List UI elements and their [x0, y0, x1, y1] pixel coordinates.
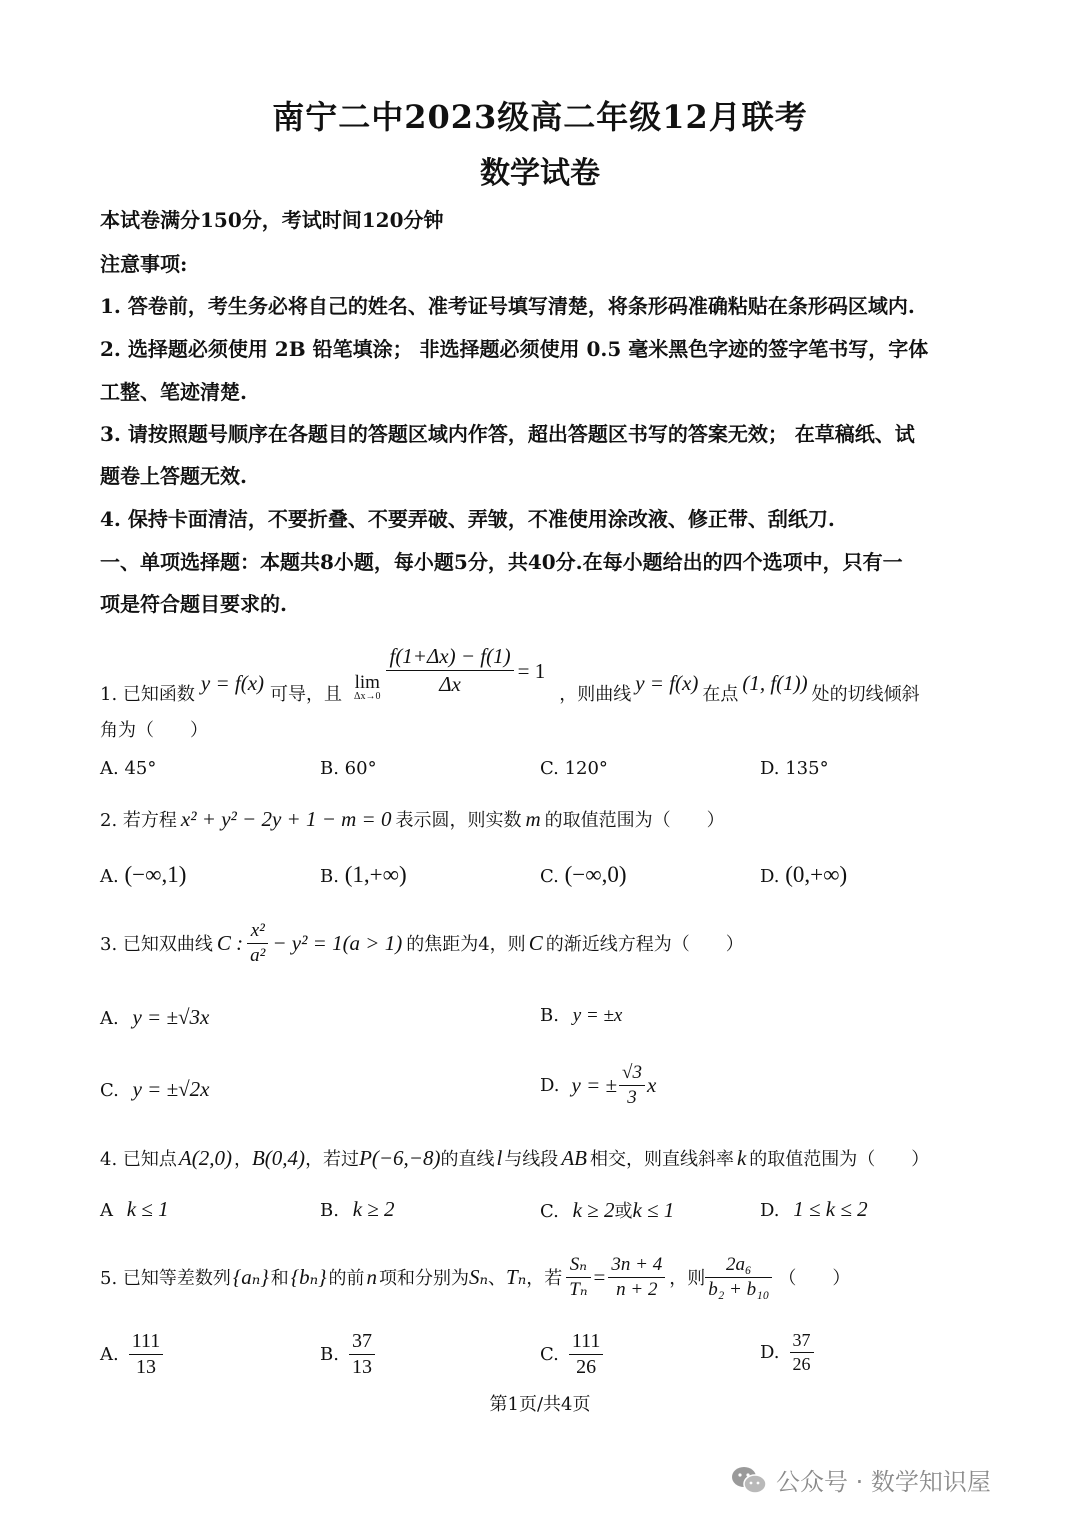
q1-lim-sub: Δx→0: [354, 690, 381, 702]
q5-suffix: （ ）: [778, 1268, 851, 1290]
q3-den: a²: [250, 944, 266, 966]
q1-lim-den: Δx: [439, 671, 461, 696]
q3-option-d: [540, 1062, 656, 1109]
q3-d-den: 3: [627, 1086, 637, 1108]
q1-option-d: D. 135°: [760, 758, 829, 779]
q4-b-label: B.: [320, 1200, 339, 1221]
q5-and: 和: [270, 1268, 289, 1290]
section-heading-cont: 项是符合题目要求的.: [100, 592, 287, 616]
question-5: [100, 1254, 850, 1301]
q4-mid3: 与线段: [504, 1149, 559, 1170]
q4-d-label: D.: [760, 1200, 780, 1221]
q4-a-label: A: [100, 1200, 113, 1221]
note-3-cont: 题卷上答题无效.: [100, 464, 247, 488]
q2-b-value: (1,+∞): [344, 862, 407, 887]
q5-bn: {bₙ}: [290, 1264, 327, 1289]
q1-lim-eq: = 1: [517, 658, 546, 683]
q5-c-label: C.: [540, 1344, 559, 1365]
q3-option-a: [100, 1005, 209, 1030]
q2-c-label: C.: [540, 866, 559, 887]
q2-c-value: (−∞,0): [564, 862, 627, 887]
q5-an: {aₙ}: [232, 1264, 269, 1289]
q5-f2-den: n + 2: [616, 1278, 658, 1300]
q2-var: m: [525, 807, 541, 831]
question-2: [100, 806, 725, 832]
q3-var: C: [528, 930, 543, 955]
q3-d-tail: x: [646, 1072, 657, 1097]
q3-c-value: y = ±√2x: [132, 1077, 210, 1101]
q3-fraction: [247, 920, 268, 967]
q5-a-num: 111: [129, 1330, 164, 1355]
page-subtitle: 数学试卷: [480, 156, 600, 191]
q1-option-a: A. 45°: [100, 758, 157, 779]
q1-limit-fraction: [386, 644, 513, 695]
q3-d-num: √3: [619, 1062, 645, 1086]
q4-option-b: [320, 1197, 395, 1222]
q3-d-label: D.: [540, 1074, 560, 1096]
q3-rest: − y² = 1(a > 1): [272, 930, 403, 955]
q3-d-value: y = ±: [571, 1072, 618, 1097]
q4-option-c: [540, 1197, 674, 1223]
q4-b-value: k ≥ 2: [352, 1197, 395, 1221]
q5-mid4: ，则: [669, 1268, 706, 1290]
q4-c-value: k ≥ 2: [572, 1198, 615, 1222]
notice-title: 注意事项:: [100, 252, 188, 276]
note-3: 3. 请按照题号顺序在各题目的答题区域内作答，超出答题区书写的答案无效； 在草稿纸、试: [100, 422, 915, 446]
q2-option-b: [320, 862, 407, 888]
q5-b-label: B.: [320, 1344, 339, 1365]
q5-f1-num: Sₙ: [566, 1254, 590, 1278]
q3-option-c: [100, 1077, 209, 1102]
q5-option-d: [760, 1330, 814, 1374]
q5-prefix: 5. 已知等差数列: [100, 1268, 231, 1290]
q1-curve: y = f(x): [635, 670, 699, 695]
q2-a-label: A.: [100, 866, 119, 887]
q4-c-or: 或: [614, 1201, 633, 1222]
q2-d-label: D.: [760, 866, 780, 887]
section-heading: 一、单项选择题：本题共8小题，每小题5分，共40分.在每小题给出的四个选项中，只有一: [100, 550, 903, 574]
q4-sep: ，: [233, 1149, 252, 1170]
q5-s: Sₙ: [469, 1264, 489, 1289]
q1-suffix: 处的切线倾斜: [811, 684, 920, 705]
q3-d-fraction: [619, 1062, 645, 1109]
q5-b-den: 13: [351, 1356, 372, 1378]
q1-option-c: C. 120°: [540, 758, 608, 779]
q3-b-label: B.: [540, 1005, 559, 1026]
q5-a-den: 13: [135, 1356, 156, 1378]
q4-k: k: [736, 1146, 747, 1170]
note-4: 4. 保持卡面清洁，不要折叠、不要弄破、弄皱，不准使用涂改液、修正带、刮纸刀.: [100, 507, 835, 531]
q1-point: (1, f(1)): [742, 670, 808, 695]
q1-mid3: 在点: [702, 684, 739, 705]
q1-mid2: ，则曲线: [559, 684, 632, 705]
q4-c-label: C.: [540, 1201, 559, 1222]
q5-a-fraction: [129, 1330, 164, 1379]
q5-d-num: 37: [790, 1330, 814, 1353]
q1-prefix: 1. 已知函数: [100, 684, 195, 705]
q2-option-c: [540, 862, 627, 888]
q4-option-d: [760, 1197, 868, 1222]
q3-suffix: 的渐近线方程为（ ）: [545, 934, 744, 956]
q3-prefix: 3. 已知双曲线: [100, 934, 213, 956]
q5-t: Tₙ: [506, 1264, 527, 1289]
q5-option-c: [540, 1330, 603, 1379]
q4-l: l: [496, 1146, 503, 1170]
q5-mid2: 项和分别为: [379, 1268, 470, 1290]
q5-eq: =: [593, 1264, 606, 1289]
watermark: [730, 1462, 991, 1497]
q4-c-tail: k ≤ 1: [632, 1198, 675, 1222]
q5-fraction-ratio: [608, 1254, 665, 1301]
note-2: 2. 选择题必须使用 2B 铅笔填涂； 非选择题必须使用 0.5 毫米黑色字迹的签字笔书写，字体: [100, 337, 929, 361]
q5-n: n: [366, 1264, 378, 1289]
page-footer: 第1页/共4页: [489, 1394, 591, 1415]
q3-c-label: C.: [100, 1080, 119, 1101]
note-2-cont: 工整、笔迹清楚.: [100, 380, 247, 404]
note-1: 1. 答卷前，考生务必将自己的姓名、准考证号填写清楚，将条形码准确粘贴在条形码区域内.: [100, 294, 915, 318]
q2-b-label: B.: [320, 866, 339, 887]
q1-lim-num: f(1+Δx) − f(1): [386, 644, 513, 670]
q5-fraction-st: [566, 1254, 590, 1301]
q5-d-label: D.: [760, 1341, 780, 1363]
q5-f2-num: 3n + 4: [608, 1254, 665, 1278]
q3-a-label: A.: [100, 1008, 119, 1029]
wechat-icon: [730, 1465, 768, 1495]
q3-num: x²: [247, 920, 268, 944]
q4-b: B(0,4): [251, 1146, 306, 1170]
q5-mid1: 的前: [328, 1268, 365, 1290]
q5-d-fraction: [790, 1330, 814, 1374]
q5-option-a: [100, 1330, 163, 1379]
q5-c-num: 111: [569, 1330, 604, 1355]
q1-option-b: B. 60°: [320, 758, 377, 779]
q5-mid3: ，若: [526, 1268, 563, 1290]
q4-option-a: [100, 1197, 169, 1222]
q5-f1-den: Tₙ: [569, 1278, 588, 1300]
q4-ab: AB: [561, 1146, 587, 1170]
q5-b-num: 37: [349, 1330, 375, 1355]
q4-mid1: ，若过: [305, 1149, 360, 1170]
q3-curve: C :: [216, 930, 244, 955]
q4-a-value: k ≤ 1: [126, 1197, 169, 1221]
score-time: 本试卷满分150分，考试时间120分钟: [100, 208, 444, 232]
q4-mid4: 相交，则直线斜率: [589, 1149, 734, 1170]
q1-line2: 角为（ ）: [100, 720, 208, 741]
q2-d-value: (0,+∞): [785, 862, 848, 887]
q1-lim: lim: [354, 671, 380, 693]
q2-a-value: (−∞,1): [124, 862, 187, 887]
q2-option-d: [760, 862, 847, 888]
q4-mid2: 的直线: [440, 1149, 495, 1170]
question-3: [100, 920, 744, 967]
q5-c-fraction: [569, 1330, 604, 1379]
q5-sep: 、: [488, 1268, 507, 1290]
q5-fraction-target: [705, 1254, 772, 1301]
q1-func: y = f(x): [200, 670, 265, 695]
question-1: [100, 634, 920, 706]
page-title: 南宁二中2023级高二年级12月联考: [272, 98, 808, 136]
q3-mid: 的焦距为4，则: [406, 934, 526, 956]
q3-a-value: y = ±√3x: [132, 1005, 210, 1029]
q5-f3-den: b₂ + b₁₀: [708, 1278, 770, 1300]
q2-option-a: [100, 862, 186, 888]
q5-f3-num: 2a₆: [705, 1254, 772, 1278]
q2-suffix: 的取值范围为（ ）: [544, 810, 725, 831]
q2-prefix: 2. 若方程: [100, 810, 177, 831]
q4-d-value: 1 ≤ k ≤ 2: [793, 1197, 868, 1221]
q4-a: A(2,0): [178, 1146, 232, 1170]
q3-b-value: y = ±x: [572, 1005, 623, 1026]
q4-prefix: 4. 已知点: [100, 1149, 177, 1170]
q5-a-label: A.: [100, 1344, 119, 1365]
q4-p: P(−6,−8): [359, 1146, 441, 1170]
q5-c-den: 26: [576, 1356, 597, 1378]
q3-option-b: [540, 1005, 622, 1027]
q2-eq: x² + y² − 2y + 1 − m = 0: [180, 807, 392, 831]
q5-b-fraction: [349, 1330, 375, 1379]
q2-mid: 表示圆，则实数: [395, 810, 522, 831]
watermark-text: 公众号 · 数学知识屋: [776, 1468, 991, 1496]
q5-option-b: [320, 1330, 375, 1379]
q5-d-den: 26: [792, 1353, 811, 1374]
q4-suffix: 的取值范围为（ ）: [749, 1149, 930, 1170]
q1-mid1: 可导，且: [270, 684, 343, 705]
question-4: [100, 1145, 929, 1171]
